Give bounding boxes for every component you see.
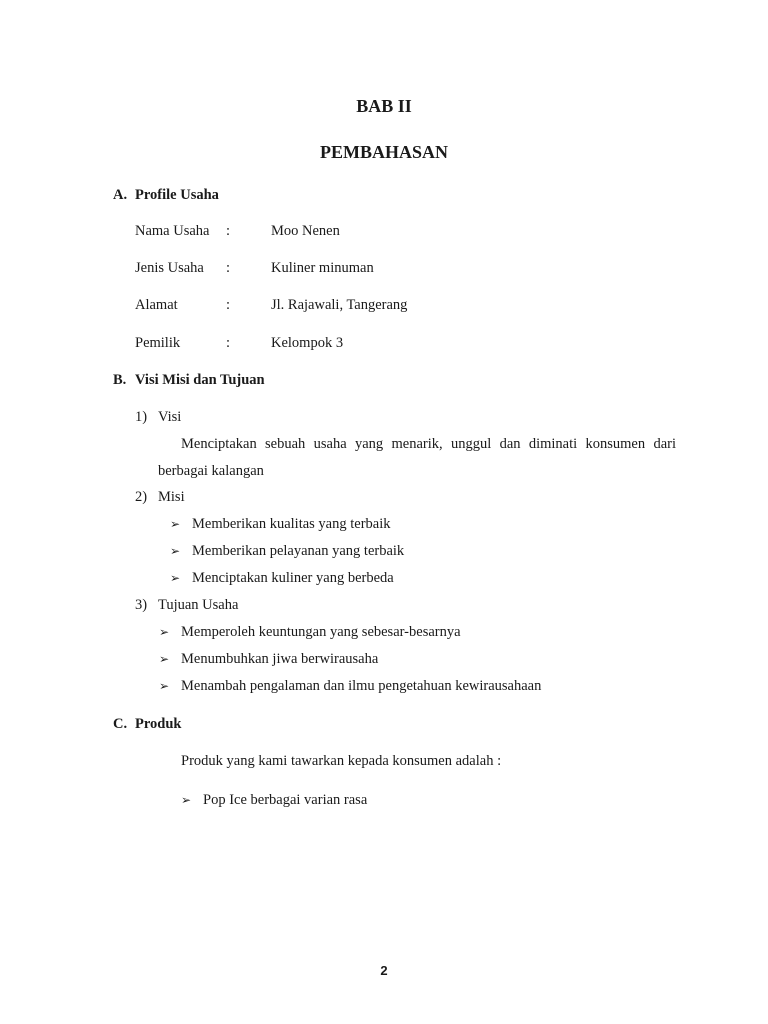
- arrow-bullet-icon: ➢: [159, 625, 170, 639]
- page-title: PEMBAHASAN: [319, 142, 448, 162]
- list-number: 1): [135, 409, 148, 425]
- arrow-bullet-icon: ➢: [159, 679, 170, 693]
- tujuan-item: Menambah pengalaman dan ilmu pengetahuan kewirausahaan: [181, 678, 542, 694]
- profile-value-alamat: Jl. Rajawali, Tangerang: [271, 297, 408, 313]
- list-number: 2): [135, 489, 148, 505]
- profile-value-nama: Moo Nenen: [271, 223, 340, 239]
- arrow-bullet-icon: ➢: [170, 544, 181, 558]
- arrow-bullet-icon: ➢: [170, 571, 181, 585]
- misi-item: Menciptakan kuliner yang berbeda: [192, 570, 394, 586]
- section-b-letter: B.: [113, 372, 127, 388]
- section-a-letter: A.: [113, 187, 128, 203]
- section-c-heading: Produk: [135, 716, 182, 732]
- profile-label-pemilik: Pemilik: [135, 335, 181, 351]
- misi-item: Memberikan pelayanan yang terbaik: [192, 543, 405, 559]
- list-number: 3): [135, 597, 148, 613]
- section-a-heading: Profile Usaha: [135, 187, 219, 203]
- section-c-letter: C.: [113, 716, 128, 732]
- profile-separator: :: [226, 297, 231, 313]
- page-number: 2: [380, 963, 388, 978]
- visi-label: Visi: [158, 409, 182, 425]
- misi-label: Misi: [158, 489, 185, 505]
- misi-item: Memberikan kualitas yang terbaik: [192, 516, 391, 532]
- arrow-bullet-icon: ➢: [170, 517, 181, 531]
- tujuan-item: Memperoleh keuntungan yang sebesar-besarnya: [181, 624, 461, 640]
- profile-separator: :: [226, 260, 231, 276]
- chapter-heading: BAB II: [356, 96, 412, 116]
- profile-label-jenis: Jenis Usaha: [135, 260, 204, 276]
- arrow-bullet-icon: ➢: [159, 652, 170, 666]
- produk-item: Pop Ice berbagai varian rasa: [203, 792, 368, 808]
- profile-value-pemilik: Kelompok 3: [271, 335, 344, 351]
- section-b-heading: Visi Misi dan Tujuan: [135, 372, 265, 388]
- profile-separator: :: [226, 223, 231, 239]
- profile-label-nama: Nama Usaha: [135, 223, 210, 239]
- profile-value-jenis: Kuliner minuman: [271, 260, 374, 276]
- produk-intro: Produk yang kami tawarkan kepada konsumen adalah :: [181, 753, 502, 769]
- tujuan-label: Tujuan Usaha: [158, 597, 239, 613]
- arrow-bullet-icon: ➢: [181, 793, 192, 807]
- visi-text-line1: Menciptakan sebuah usaha yang menarik, unggul dan diminati konsumen dari: [181, 436, 676, 452]
- tujuan-item: Menumbuhkan jiwa berwirausaha: [181, 651, 379, 667]
- profile-separator: :: [226, 335, 231, 351]
- visi-text-line2: berbagai kalangan: [158, 463, 264, 479]
- profile-label-alamat: Alamat: [135, 297, 178, 313]
